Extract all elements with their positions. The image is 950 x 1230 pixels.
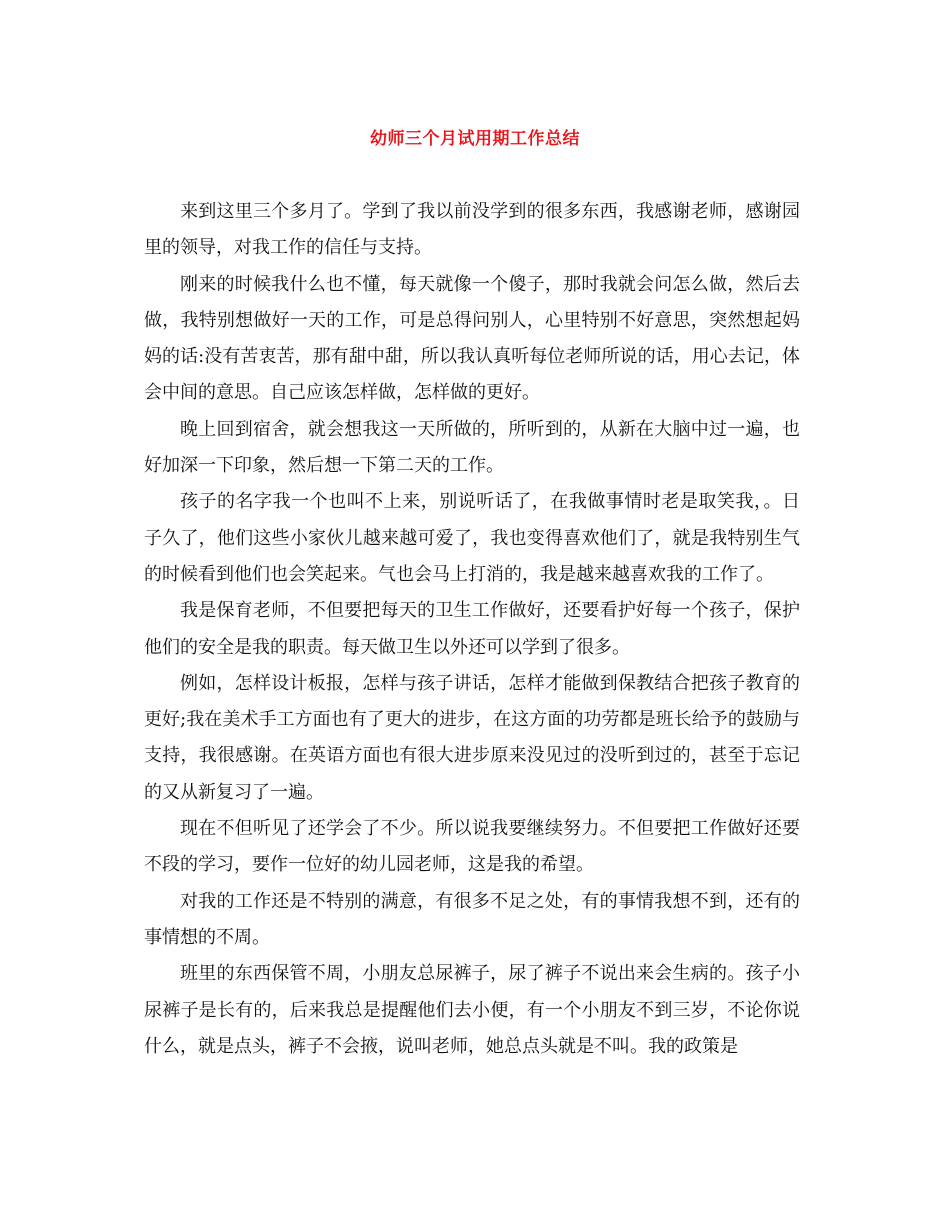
paragraph: 我是保育老师，不但要把每天的卫生工作做好，还要看护好每一个孩子，保护他们的安全是我的职责。每天做卫生以外还可以学到了很多。	[144, 600, 800, 658]
paragraph: 孩子的名字我一个也叫不上来，别说听话了，在我做事情时老是取笑我，。日子久了，他们这些小家伙儿越来越可爱了，我也变得喜欢他们了，就是我特别生气的时候看到他们也会笑起来。气也会马上打消的，我是越来越喜欢我的工作了。	[144, 491, 800, 585]
document-title: 幼师三个月试用期工作总结	[370, 129, 580, 149]
paragraph: 晚上回到宿舍，就会想我这一天所做的，所听到的，从新在大脑中过一遍，也好加深一下印象，然后想一下第二天的工作。	[144, 418, 800, 477]
paragraph: 对我的工作还是不特别的满意，有很多不足之处，有的事情我想不到，还有的事情想的不周。	[144, 890, 800, 948]
paragraph: 例如，怎样设计板报，怎样与孩子讲话，怎样才能做到保教结合把孩子教育的更好;我在美术手工方面也有了更大的进步，在这方面的功劳都是班长给予的鼓励与支持，我很感谢。在英语方面也有很大进步原来没见过的没听到过的，甚至于忘记的又从新复习了一遍。	[144, 672, 800, 803]
paragraph: 班里的东西保管不周，小朋友总尿裤子，尿了裤子不说出来会生病的。孩子小尿裤子是长有的，后来我总是提醒他们去小便，有一个小朋友不到三岁，不论你说什么，就是点头，裤子不会掖，说叫老师，她总点头就是不叫。我的政策是	[144, 963, 800, 1057]
paragraph: 来到这里三个多月了。学到了我以前没学到的很多东西，我感谢老师，感谢园里的领导，对我工作的信任与支持。	[144, 201, 800, 259]
paragraph: 刚来的时候我什么也不懂，每天就像一个傻子，那时我就会问怎么做，然后去做，我特别想做好一天的工作，可是总得问别人，心里特别不好意思，突然想起妈妈的话:没有苦衷苦，那有甜中甜，所以我认真听每位老师所说的话，用心去记，体会中间的意思。自己应该怎样做，怎样做的更好。	[144, 273, 800, 404]
document-body	[144, 194, 800, 1065]
paragraph: 现在不但听见了还学会了不少。所以说我要继续努力。不但要把工作做好还要不段的学习，要作一位好的幼儿园老师，这是我的希望。	[144, 818, 800, 876]
